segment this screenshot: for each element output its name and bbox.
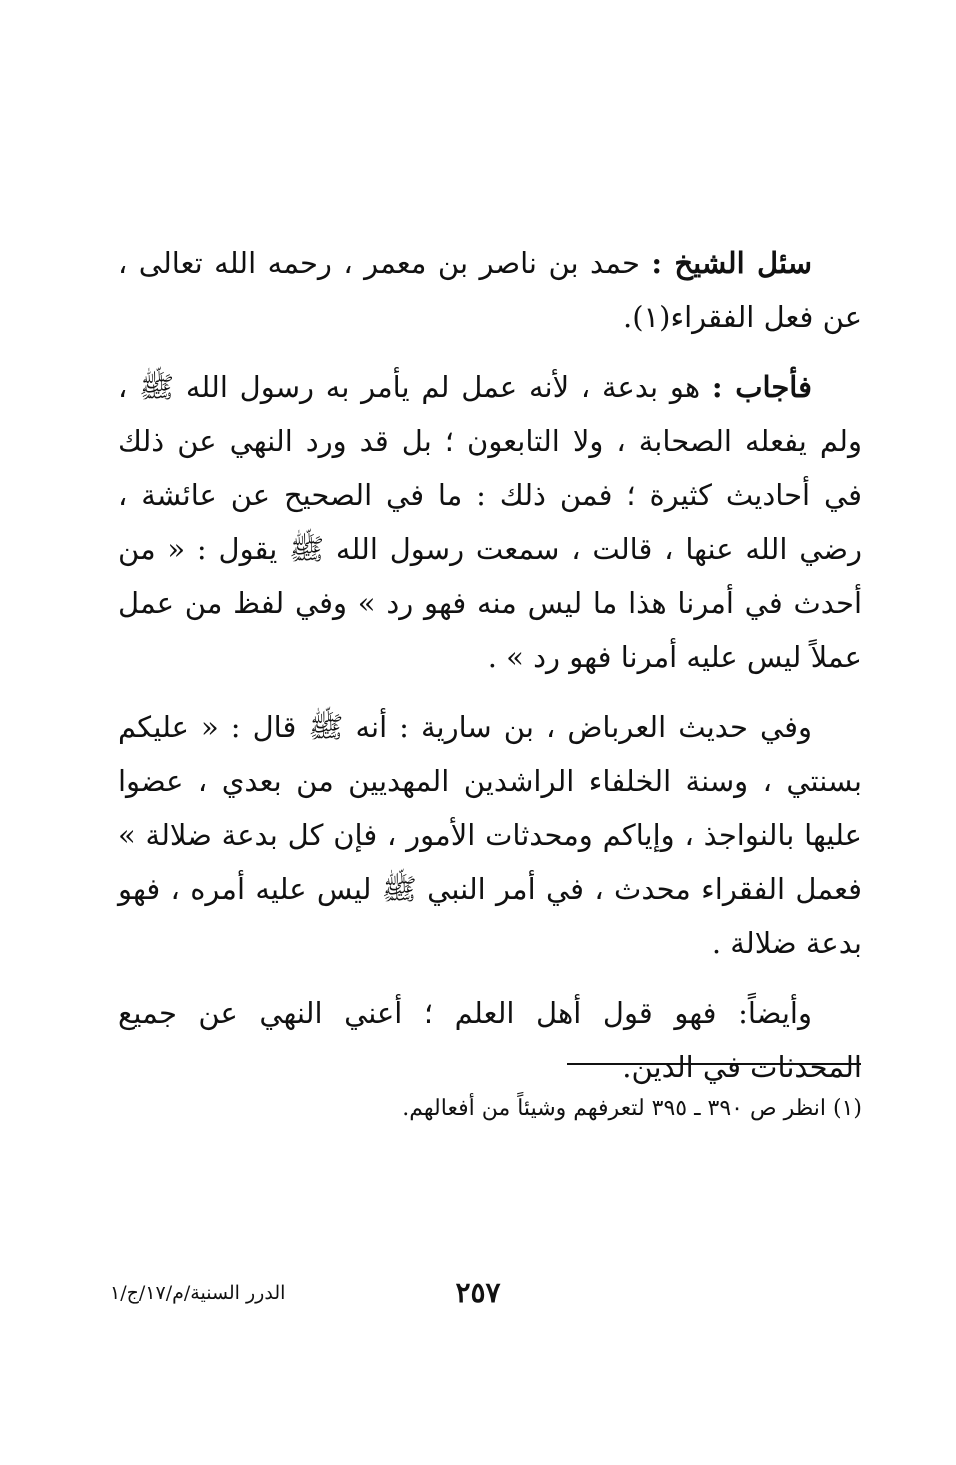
paragraph-question [118,236,862,344]
paragraph-hadith [118,700,862,970]
running-footer: الدرر السنية/م/١٧/ج/١ [110,1282,286,1304]
paragraph-text: حمد بن ناصر بن معمر ، رحمه الله تعالى ، عن فعل الفقراء(١). [118,246,862,334]
page-number: ٢٥٧ [455,1276,501,1309]
footnote-divider [567,1063,861,1065]
main-text [118,236,862,1110]
paragraph-text: وأيضاً: فهو قول أهل العلم ؛ أعني النهي عن جميع المحدثات في الدين. [118,996,862,1084]
footnote: (١) انظر ص ٣٩٠ ـ ٣٩٥ لتعرفهم وشيئاً من أفعالهم. [402,1096,862,1121]
paragraph-text: وفي حديث العرباض ، بن سارية : أنه ﷺ قال : « عليكم بسنتي ، وسنة الخلفاء الراشدين المهديين من بعدي ، عضوا عليها بالنواجذ ، وإياكم ومحدثات الأمور ، فإن كل بدعة ضلالة » فعمل الفقراء محدث ، في أمر النبي ﷺ ليس عليه أمره ، فهو بدعة ضلالة . [118,710,862,960]
paragraph-conclusion [118,986,862,1094]
paragraph-lead: سئل الشيخ : [651,246,812,280]
paragraph-text: هو بدعة ، لأنه عمل لم يأمر به رسول الله ﷺ ، ولم يفعله الصحابة ، ولا التابعون ؛ بل قد ورد النهي عن ذلك في أحاديث كثيرة ؛ فمن ذلك : ما في الصحيح عن عائشة ، رضي الله عنها ، قالت ، سمعت رسول الله ﷺ يقول : « من أحدث في أمرنا هذا ما ليس منه فهو رد » وفي لفظ من عمل عملاً ليس عليه أمرنا فهو رد » . [118,370,862,674]
paragraph-lead: فأجاب : [711,370,812,404]
paragraph-answer [118,360,862,684]
